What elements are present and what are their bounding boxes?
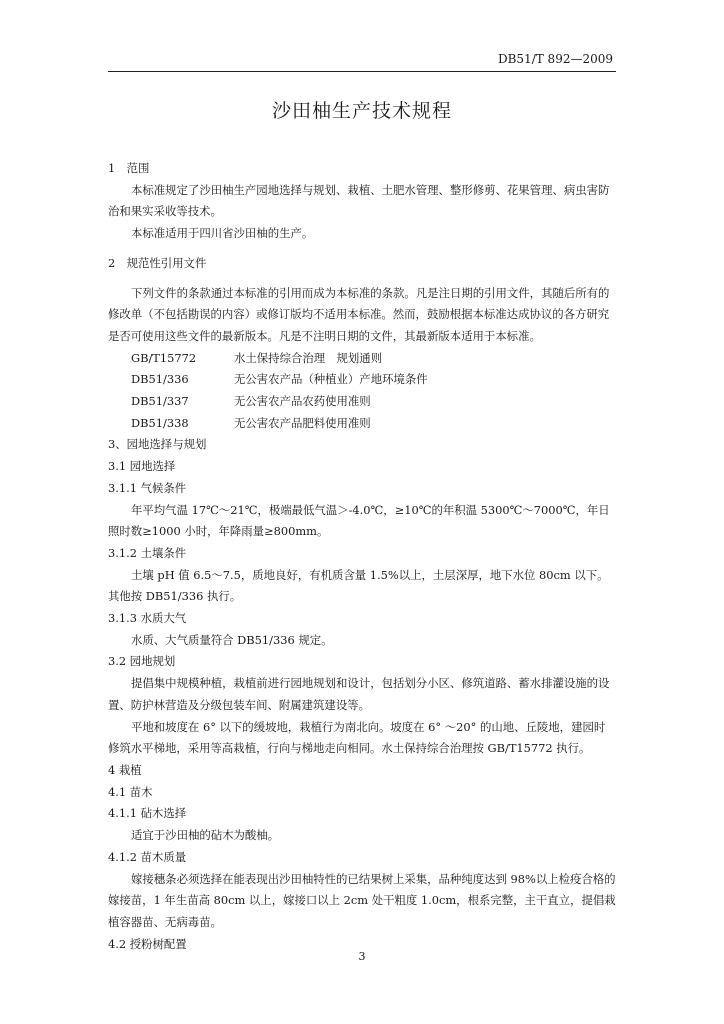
reference-code: DB51/338 [131,415,189,430]
subsection-heading: 3.1 园地选择 [108,459,176,474]
paragraph: 本标准适用于四川省沙田柚的生产。 [131,226,314,241]
subsection-heading: 3.1.1 气候条件 [108,480,187,495]
subsection-heading: 4.1 苗木 [108,784,153,799]
reference-list [108,348,616,435]
reference-row [108,348,616,370]
paragraph: 适宜于沙田柚的砧木为酸柚。 [131,828,280,843]
paragraph: 下列文件的条款通过本标准的引用而成为本标准的条款。凡是注日期的引用文件，其随后所有的修改单（不包括勘误的内容）或修订版均不适用本标准。然而，鼓励根据本标准达成协议的各方研究是否可使用这些文件的最新版本。凡是不注明日期的文件，其最新版本适用于本标准。 [108,285,610,343]
paragraph: 其他按 DB51/336 执行。 [108,589,242,604]
reference-name: 无公害农产品（种植业）产地环境条件 [234,372,428,387]
paragraph: 水质、大气质量符合 DB51/336 规定。 [131,632,333,647]
reference-name: 无公害农产品农药使用准则 [234,394,371,409]
subsection-heading: 3.1.3 水质大气 [108,611,187,626]
paragraph: 本标准规定了沙田柚生产园地选择与规划、栽植、土肥水管理、整形修剪、花果管理、病虫害防治和果实采收等技术。 [108,182,610,219]
reference-row [108,369,616,391]
subsection-heading: 4.1.2 苗木质量 [108,849,187,864]
page-number: 3 [358,950,366,963]
reference-row [108,391,616,413]
subsection-heading: 3.1.2 土壤条件 [108,545,187,560]
reference-code: DB51/336 [131,372,189,387]
header-rule [108,71,616,72]
paragraph: 嫁接穗条必须选择在能表现出沙田柚特性的已结果树上采集，品种纯度达到 98%以上检疫合格的嫁接苗，1 年生苗高 80cm 以上，嫁接口以上 2cm 处干粗度 1.0cm，根系完整，主干直立，提倡栽植容器苗、无病毒苗。 [108,871,616,929]
subsection-heading: 4.2 授粉树配置 [108,936,187,951]
paragraph: 土壤 pH 值 6.5～7.5，质地良好，有机质含量 1.5%以上，土层深厚，地下水位 80cm 以下。 [131,567,609,582]
reference-row [108,413,616,435]
standard-code: DB51/T 892—2009 [497,52,613,66]
section-heading: 3、园地选择与规划 [108,437,207,452]
section-heading: 2 规范性引用文件 [108,255,207,270]
subsection-heading: 4.1.1 砧木选择 [108,806,187,821]
paragraph: 平地和坡度在 6° 以下的缓坡地，栽植行为南北向。坡度在 6° ～20° 的山地、丘陵地，建园时修筑水平梯地，采用等高栽植，行向与梯地走向相同。水土保持综合治理按 GB/T15772 执行。 [108,719,606,756]
document-title: 沙田柚生产技术规程 [271,100,452,122]
section-heading: 1 范围 [108,161,150,175]
subsection-heading: 3.2 园地规划 [108,654,176,669]
reference-code: DB51/337 [131,394,189,409]
reference-name: 无公害农产品肥料使用准则 [234,415,371,430]
document-body [108,158,616,955]
reference-code: GB/T15772 [131,350,197,365]
paragraph: 提倡集中规模种植，栽植前进行园地规划和设计，包括划分小区、修筑道路、蓄水排灌设施的设置、防护林营造及分级包装车间、附属建筑建设等。 [108,676,610,712]
reference-name: 水土保持综合治理 规划通则 [234,350,383,365]
section-heading: 4 栽植 [108,762,142,777]
paragraph: 年平均气温 17℃～21℃，极端最低气温＞-4.0℃，≥10℃的年积温 5300℃～7000℃，年日照时数≥1000 小时，年降雨量≥800mm。 [108,502,610,539]
